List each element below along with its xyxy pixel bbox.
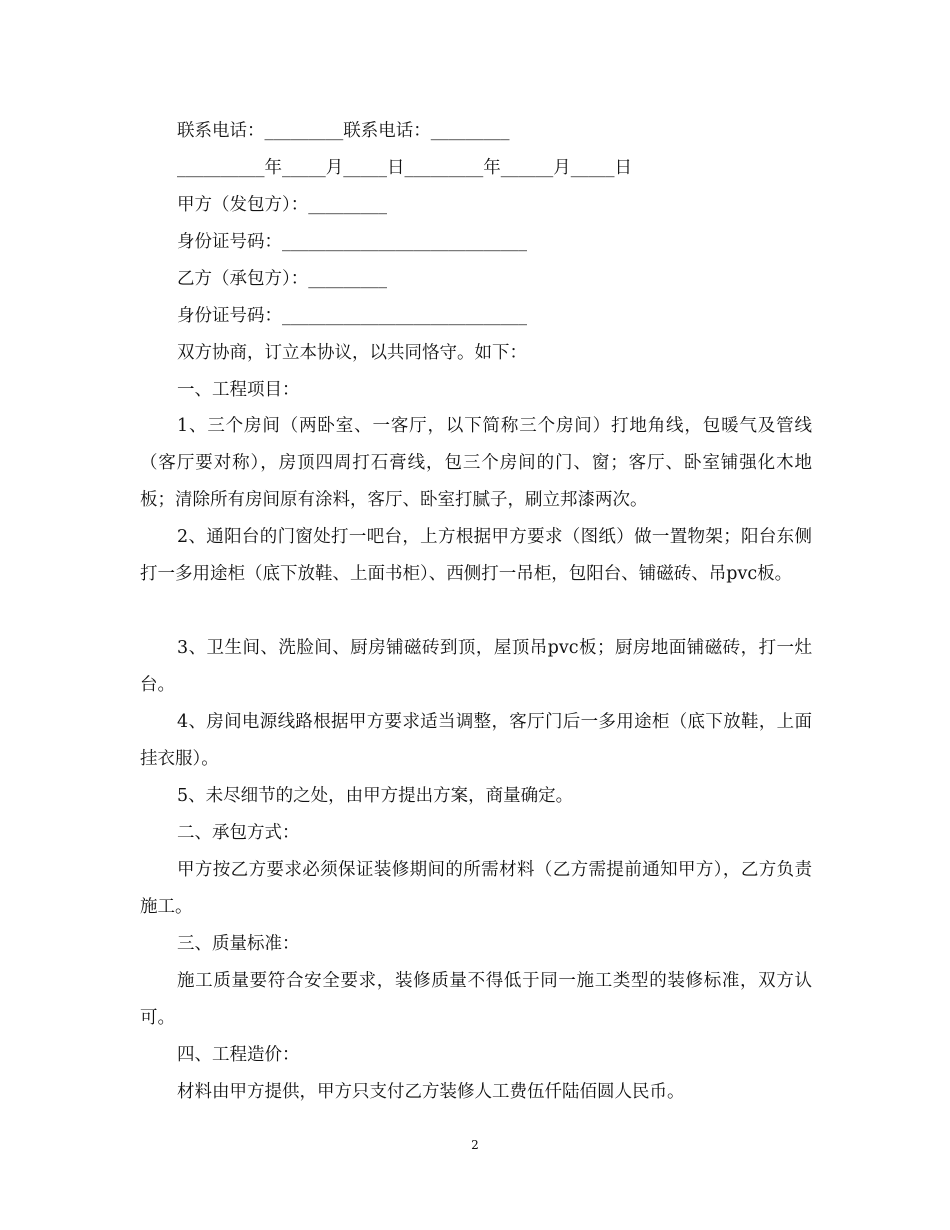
date-line: __________年_____月_____日_________年______月_____日 bbox=[177, 158, 632, 178]
project-item-3: 3、卫生间、洗脸间、厨房铺磁砖到顶，屋顶吊pvc板；厨房地面铺磁砖，打一灶台。 bbox=[140, 638, 812, 695]
project-item-2: 2、通阳台的门窗处打一吧台，上方根据甲方要求（图纸）做一置物架；阳台东侧打一多用途柜（底下放鞋、上面书柜）、西侧打一吊柜，包阳台、铺磁砖、吊pvc板。 bbox=[140, 527, 812, 584]
page-number: 2 bbox=[471, 1138, 479, 1152]
project-item-4: 4、房间电源线路根据甲方要求适当调整，客厅门后一多用途柜（底下放鞋，上面挂衣服）。 bbox=[140, 712, 812, 769]
section-heading-contract-method: 二、承包方式： bbox=[177, 823, 300, 843]
contact-phone-line: 联系电话：_________联系电话：_________ bbox=[177, 121, 510, 141]
party-b-line: 乙方（承包方）：_________ bbox=[177, 269, 387, 289]
project-item-5: 5、未尽细节的之处，由甲方提出方案，商量确定。 bbox=[177, 786, 574, 806]
quality-standard-text: 施工质量要符合安全要求，装修质量不得低于同一施工类型的装修标准，双方认可。 bbox=[140, 971, 812, 1028]
section-heading-cost: 四、工程造价： bbox=[177, 1045, 300, 1065]
cost-text: 材料由甲方提供，甲方只支付乙方装修人工费伍仟陆佰圆人民币。 bbox=[177, 1082, 685, 1102]
party-b-id-line: 身份证号码：____________________________ bbox=[177, 306, 527, 326]
agreement-intro: 双方协商，订立本协议，以共同恪守。如下： bbox=[177, 343, 527, 363]
section-heading-project: 一、工程项目： bbox=[177, 380, 300, 400]
party-a-line: 甲方（发包方）：_________ bbox=[177, 195, 387, 215]
party-a-id-line: 身份证号码：____________________________ bbox=[177, 232, 527, 252]
contract-method-text: 甲方按乙方要求必须保证装修期间的所需材料（乙方需提前通知甲方），乙方负责施工。 bbox=[140, 860, 812, 917]
project-item-1: 1、三个房间（两卧室、一客厅，以下简称三个房间）打地角线，包暖气及管线（客厅要对称），房顶四周打石膏线，包三个房间的门、窗；客厅、卧室铺强化木地板；清除所有房间原有涂料，客厅、卧室打腻子，刷立邦漆两次。 bbox=[140, 416, 812, 510]
section-heading-quality: 三、质量标准： bbox=[177, 934, 300, 954]
